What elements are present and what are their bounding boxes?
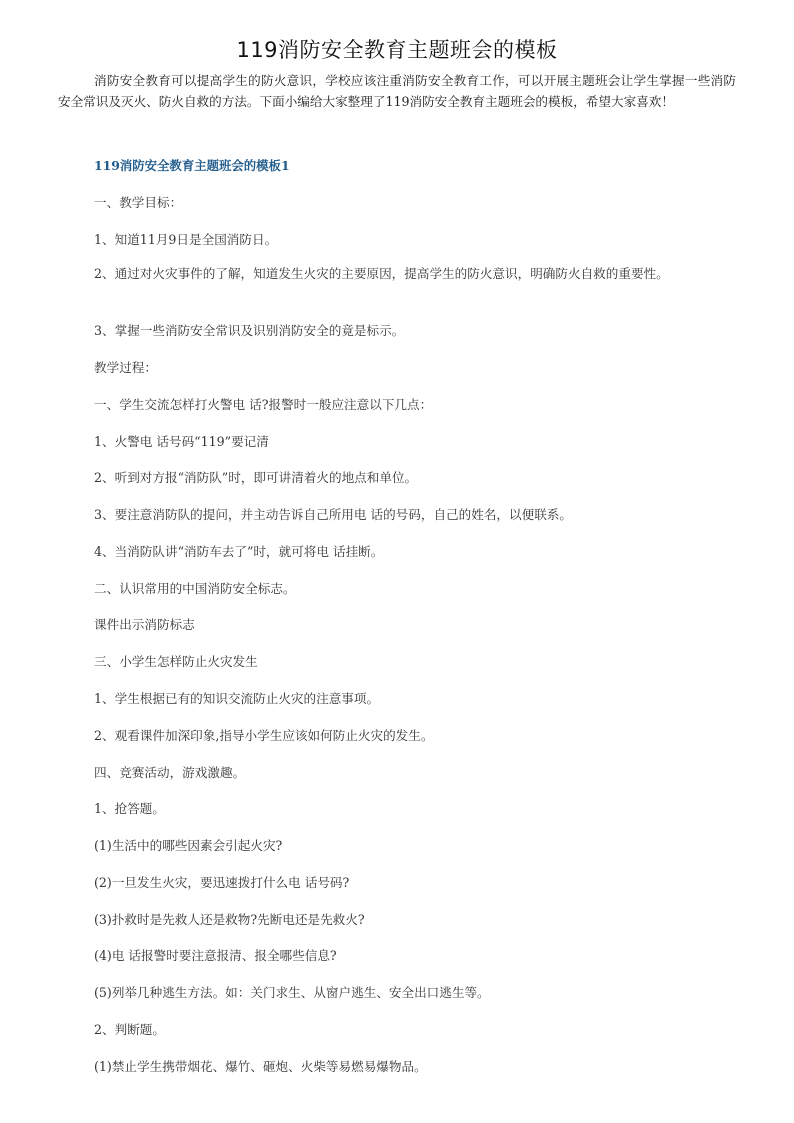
paragraph: 1、知道11月9日是全国消防日。 <box>94 232 278 247</box>
section-subtitle: 119消防安全教育主题班会的模板1 <box>94 158 290 173</box>
paragraph: (5)列举几种逃生方法。如：关门求生、从窗户逃生、安全出口逃生等。 <box>94 985 490 1000</box>
paragraph: 三、小学生怎样防止火灾发生 <box>94 654 258 669</box>
paragraph: 1、抢答题。 <box>94 801 165 816</box>
paragraph: 4、当消防队讲“消防车去了”时，就可将电 话挂断。 <box>94 544 384 559</box>
paragraph: (2)一旦发生火灾，要迅速拨打什么电 话号码? <box>94 875 350 890</box>
paragraph: 2、听到对方报“消防队”时，即可讲清着火的地点和单位。 <box>94 470 418 485</box>
paragraph: 1、学生根据已有的知识交流防止火灾的注意事项。 <box>94 691 380 706</box>
paragraph: 2、观看课件加深印象,指导小学生应该如何防止火灾的发生。 <box>94 728 434 743</box>
paragraph: (1)禁止学生携带烟花、爆竹、砸炮、火柴等易燃易爆物品。 <box>94 1059 427 1074</box>
paragraph: 1、火警电 话号码“119”要记清 <box>94 434 269 449</box>
paragraph: (3)扑救时是先救人还是救物?先断电还是先救火? <box>94 912 365 927</box>
paragraph: 教学过程： <box>94 360 157 375</box>
paragraph: 四、竞赛活动，游戏激趣。 <box>94 765 246 780</box>
intro-paragraph: 消防安全教育可以提高学生的防火意识，学校应该注重消防安全教育工作，可以开展主题班会让学生掌握一些消防安全常识及灭火、防火自救的方法。下面小编给大家整理了119消防安全教育主题班会的模板，希望大家喜欢！ <box>58 73 736 109</box>
page-title: 119消防安全教育主题班会的模板 <box>236 38 558 62</box>
paragraph: 一、学生交流怎样打火警电 话?报警时一般应注意以下几点： <box>94 397 433 412</box>
paragraph: 3、掌握一些消防安全常识及识别消防安全的竟是标示。 <box>94 323 405 338</box>
paragraph: 二、认识常用的中国消防安全标志。 <box>94 581 296 596</box>
paragraph: 2、判断题。 <box>94 1022 165 1037</box>
paragraph: 课件出示消防标志 <box>94 617 195 632</box>
paragraph: 2、通过对火灾事件的了解，知道发生火灾的主要原因，提高学生的防火意识，明确防火自救的重要性。 <box>94 266 669 281</box>
paragraph: 一、教学目标： <box>94 195 183 210</box>
paragraph: 3、要注意消防队的提问，并主动告诉自己所用电 话的号码，自己的姓名，以便联系。 <box>94 507 572 522</box>
paragraph: (1)生活中的哪些因素会引起火灾? <box>94 838 283 853</box>
paragraph: (4)电 话报警时要注意报清、报全哪些信息? <box>94 948 337 963</box>
